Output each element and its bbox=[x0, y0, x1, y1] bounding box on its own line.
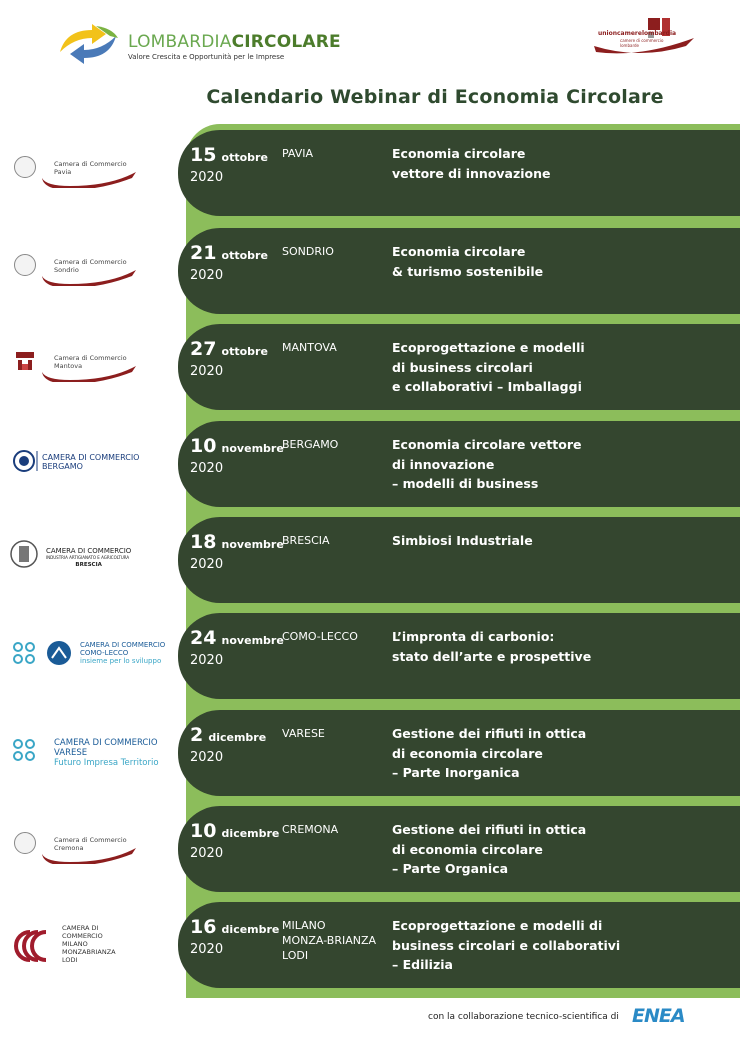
chamber-name bbox=[54, 258, 127, 274]
chamber-name bbox=[46, 547, 131, 569]
topic-line: business circolari e collaborativi bbox=[392, 937, 621, 953]
topic-line: & turismo sostenibile bbox=[392, 263, 544, 279]
event-city bbox=[282, 533, 330, 548]
city-line: BERGAMO bbox=[282, 438, 339, 451]
topic-line: di innovazione bbox=[392, 456, 495, 472]
event-city bbox=[282, 340, 337, 355]
event-row bbox=[0, 613, 740, 703]
topic-line: – modelli di business bbox=[392, 476, 539, 491]
chamber-line: CAMERA DI bbox=[62, 924, 99, 932]
event-date bbox=[190, 435, 284, 457]
city-line: CREMONA bbox=[282, 823, 339, 836]
topic-line: Gestione dei rifiuti in ottica bbox=[392, 822, 587, 837]
city-line: MANTOVA bbox=[282, 341, 337, 354]
event-day: 24 bbox=[190, 627, 217, 649]
seal-icon bbox=[14, 156, 36, 178]
chamber-line: Sondrio bbox=[54, 266, 79, 274]
brescia-seal-icon bbox=[10, 537, 38, 571]
bergamo-emblem-icon bbox=[12, 449, 38, 473]
event-topic bbox=[392, 531, 533, 551]
chamber-logo bbox=[10, 154, 172, 198]
event-year: 2020 bbox=[190, 750, 224, 765]
event-day: 2 bbox=[190, 724, 204, 746]
event-year: 2020 bbox=[190, 461, 224, 476]
chamber-line: VARESE bbox=[54, 748, 88, 758]
logo-tagline: Valore Crescita e Opportunità per le Imprese bbox=[128, 53, 285, 61]
event-day: 21 bbox=[190, 242, 217, 264]
chamber-line: Mantova bbox=[54, 362, 83, 370]
event-month: dicembre bbox=[221, 827, 280, 840]
mantova-emblem-icon bbox=[14, 350, 36, 372]
chamber-line: Futuro Impresa Territorio bbox=[54, 758, 159, 768]
event-city bbox=[282, 437, 338, 452]
chamber-name bbox=[62, 924, 116, 964]
event-month: ottobre bbox=[221, 249, 268, 262]
topic-line: vettore di innovazione bbox=[392, 165, 551, 181]
chamber-line: BRESCIA bbox=[75, 562, 102, 568]
event-topic bbox=[392, 916, 620, 975]
event-topic bbox=[392, 144, 551, 183]
topic-line: Economia circolare bbox=[392, 146, 526, 161]
chamber-line: COMO-LECCO bbox=[80, 649, 129, 657]
event-row bbox=[0, 324, 740, 414]
event-topic bbox=[392, 435, 582, 494]
event-topic bbox=[392, 724, 586, 783]
knot-icon bbox=[12, 641, 36, 665]
page-title: Calendario Webinar di Economia Circolare bbox=[206, 86, 664, 108]
event-month: novembre bbox=[221, 634, 284, 647]
event-topic bbox=[392, 627, 591, 666]
event-city bbox=[282, 726, 325, 741]
event-date bbox=[190, 916, 279, 938]
city-line: MONZA-BRIANZA bbox=[282, 934, 377, 947]
event-day: 18 bbox=[190, 531, 217, 553]
topic-line: Ecoprogettazione e modelli di bbox=[392, 918, 603, 933]
event-row bbox=[0, 517, 740, 607]
milano-mark-icon bbox=[12, 928, 52, 964]
enea-logo bbox=[632, 1005, 690, 1025]
chamber-line: LODI bbox=[62, 956, 78, 964]
chamber-line: Camera di Commercio bbox=[54, 836, 127, 844]
topic-line: stato dell’arte e prospettive bbox=[392, 648, 592, 664]
chamber-line: Pavia bbox=[54, 168, 72, 176]
event-row bbox=[0, 710, 740, 800]
event-day: 10 bbox=[190, 435, 217, 457]
event-city bbox=[282, 822, 338, 837]
event-topic bbox=[392, 242, 543, 281]
event-month: dicembre bbox=[208, 731, 267, 744]
chamber-line: MILANO bbox=[62, 940, 88, 948]
event-day: 16 bbox=[190, 916, 217, 938]
chamber-line: BERGAMO bbox=[42, 462, 83, 471]
chamber-logo bbox=[10, 252, 172, 296]
chamber-logo bbox=[10, 830, 172, 874]
event-city bbox=[282, 146, 313, 161]
seal-icon bbox=[14, 832, 36, 854]
event-month: ottobre bbox=[221, 345, 268, 358]
chamber-line: CAMERA DI COMMERCIO bbox=[80, 641, 166, 649]
chamber-name bbox=[54, 354, 127, 370]
event-year: 2020 bbox=[190, 364, 224, 379]
city-line: LODI bbox=[282, 949, 309, 962]
topic-line: e collaborativi – Imballaggi bbox=[392, 379, 582, 394]
city-line: BRESCIA bbox=[282, 534, 330, 547]
event-year: 2020 bbox=[190, 846, 224, 861]
city-line: PAVIA bbox=[282, 147, 314, 160]
topic-line: – Parte Organica bbox=[392, 861, 509, 876]
footer-credit: con la collaborazione tecnico-scientifica di bbox=[428, 1012, 619, 1022]
event-row bbox=[0, 806, 740, 896]
event-year: 2020 bbox=[190, 557, 224, 572]
chamber-line: Cremona bbox=[54, 844, 84, 852]
event-city bbox=[282, 244, 334, 259]
unioncamere-name: unioncamerelombardia bbox=[598, 30, 677, 37]
event-month: novembre bbox=[221, 442, 284, 455]
topic-line: Economia circolare vettore bbox=[392, 437, 582, 452]
event-month: dicembre bbox=[221, 923, 280, 936]
unioncamere-logo bbox=[590, 18, 700, 60]
chamber-line: insieme per lo sviluppo bbox=[80, 657, 162, 665]
event-topic bbox=[392, 820, 586, 879]
chamber-logo bbox=[10, 734, 172, 778]
event-pill bbox=[178, 517, 740, 603]
event-row bbox=[0, 130, 740, 220]
event-year: 2020 bbox=[190, 942, 224, 957]
chamber-logo bbox=[10, 926, 172, 970]
como-lecco-mark-icon bbox=[46, 640, 72, 666]
chamber-line: Camera di Commercio bbox=[54, 258, 127, 266]
city-line: VARESE bbox=[282, 727, 325, 740]
event-day: 10 bbox=[190, 820, 217, 842]
enea-text: ENEA bbox=[632, 1005, 685, 1025]
event-row bbox=[0, 902, 740, 992]
unioncamere-sub: camere di commercio lombarde bbox=[620, 38, 664, 48]
event-row bbox=[0, 421, 740, 511]
event-day: 27 bbox=[190, 338, 217, 360]
city-line: COMO-LECCO bbox=[282, 630, 358, 643]
seal-icon bbox=[14, 254, 36, 276]
event-topic bbox=[392, 338, 585, 397]
topic-line: di economia circolare bbox=[392, 841, 543, 857]
chamber-logo bbox=[10, 348, 172, 392]
chamber-name bbox=[54, 160, 127, 176]
event-date bbox=[190, 724, 266, 746]
chamber-logo bbox=[10, 541, 172, 585]
event-city bbox=[282, 918, 376, 963]
event-date bbox=[190, 144, 268, 166]
topic-line: – Parte Inorganica bbox=[392, 765, 520, 780]
event-date bbox=[190, 531, 284, 553]
topic-line: – Edilizia bbox=[392, 957, 453, 972]
topic-line: di business circolari bbox=[392, 359, 533, 375]
chamber-line: CAMERA DI COMMERCIO bbox=[42, 453, 140, 462]
event-day: 15 bbox=[190, 144, 217, 166]
chamber-line: Camera di Commercio bbox=[54, 160, 127, 168]
city-line: MILANO bbox=[282, 919, 326, 932]
event-date bbox=[190, 627, 284, 649]
event-year: 2020 bbox=[190, 653, 224, 668]
lombardia-circolare-logo bbox=[52, 22, 352, 70]
chamber-name bbox=[80, 641, 165, 665]
topic-line: Simbiosi Industriale bbox=[392, 533, 533, 548]
chamber-line: COMMERCIO bbox=[62, 932, 103, 940]
event-date bbox=[190, 242, 268, 264]
event-date bbox=[190, 820, 279, 842]
topic-line: Ecoprogettazione e modelli bbox=[392, 340, 585, 355]
event-year: 2020 bbox=[190, 170, 224, 185]
chamber-line: MONZABRIANZA bbox=[62, 948, 116, 956]
logo-title: LOMBARDIACIRCOLARE bbox=[128, 32, 341, 52]
chamber-line: CAMERA DI COMMERCIO bbox=[54, 738, 158, 748]
chamber-line: INDUSTRIA ARTIGIANATO E AGRICOLTURA bbox=[46, 555, 130, 560]
event-city bbox=[282, 629, 358, 644]
event-date bbox=[190, 338, 268, 360]
chamber-name bbox=[54, 836, 127, 852]
chamber-logo bbox=[10, 445, 172, 489]
chamber-line: CAMERA DI COMMERCIO bbox=[46, 547, 132, 555]
event-month: novembre bbox=[221, 538, 284, 551]
city-line: SONDRIO bbox=[282, 245, 334, 258]
circular-arrows-icon bbox=[52, 22, 124, 66]
topic-line: L’impronta di carbonio: bbox=[392, 629, 555, 644]
chamber-name bbox=[54, 738, 159, 768]
event-year: 2020 bbox=[190, 268, 224, 283]
event-month: ottobre bbox=[221, 151, 268, 164]
chamber-logo bbox=[10, 637, 172, 681]
chamber-line: Camera di Commercio bbox=[54, 354, 127, 362]
chamber-name bbox=[42, 453, 139, 471]
topic-line: Gestione dei rifiuti in ottica bbox=[392, 726, 587, 741]
topic-line: di economia circolare bbox=[392, 745, 543, 761]
knot-icon bbox=[12, 738, 36, 762]
topic-line: Economia circolare bbox=[392, 244, 526, 259]
event-row bbox=[0, 228, 740, 318]
